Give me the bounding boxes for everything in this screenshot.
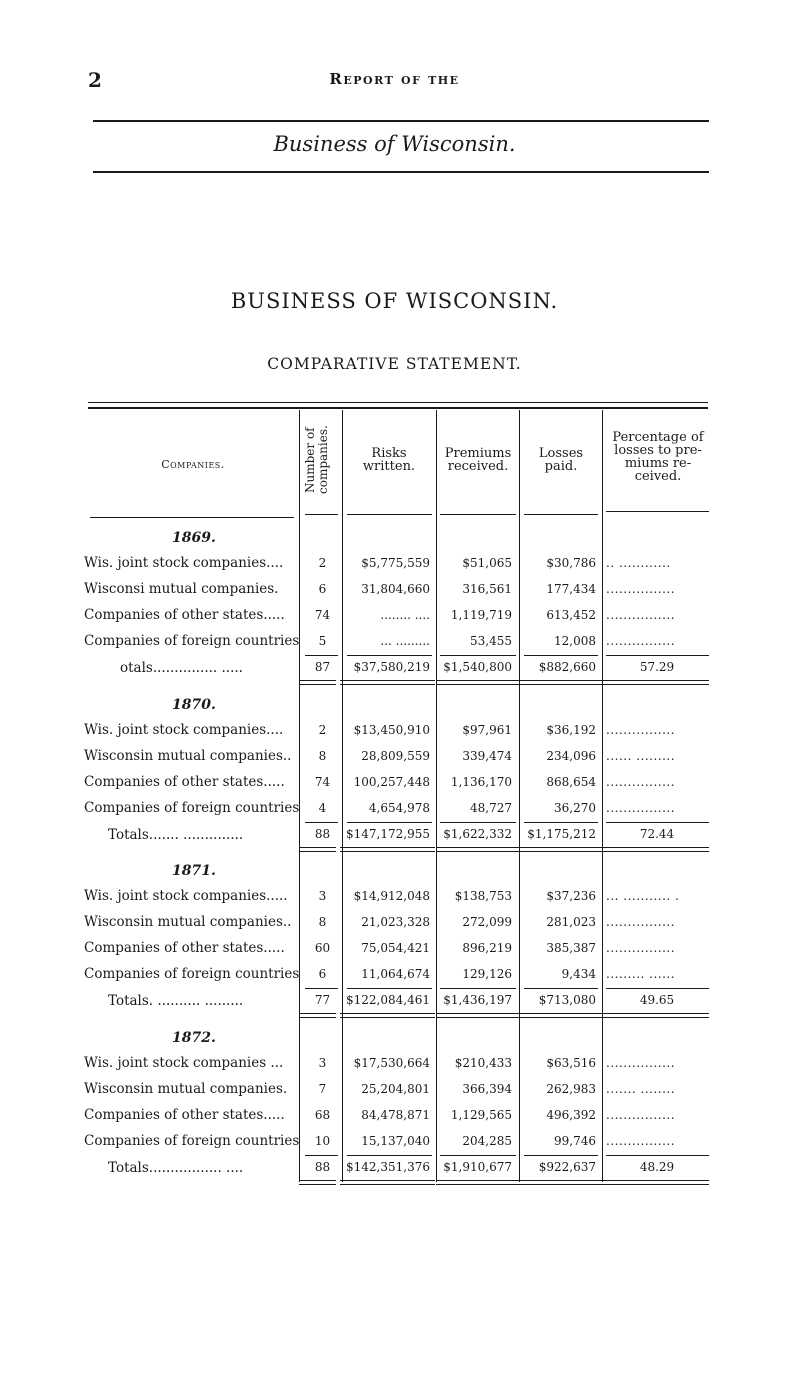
cell-premiums: 366,394 [462, 1082, 512, 1096]
cell-premiums: $51,065 [462, 556, 512, 570]
year-heading: 1870. [172, 697, 216, 713]
cell-number: 4 [318, 801, 327, 815]
cell-losses: 12,008 [554, 634, 596, 648]
cell-risks: 84,478,871 [361, 1108, 430, 1122]
cell-risks: 15,137,040 [361, 1134, 430, 1148]
cell-premiums: 896,219 [462, 941, 512, 955]
total-double-rule [340, 851, 435, 852]
cell-risks: ... ......... [380, 634, 430, 648]
cell-risks: 25,204,801 [361, 1082, 430, 1096]
row-label: Companies of foreign countries [84, 800, 300, 816]
total-rule [524, 988, 598, 989]
column-rule [602, 410, 603, 1182]
total-double-rule [602, 851, 709, 852]
header-losses: Losses paid. [538, 446, 584, 474]
cell-risks: 11,064,674 [361, 967, 430, 981]
cell-losses: 496,392 [546, 1108, 596, 1122]
cell-pct: ................ [606, 1108, 676, 1122]
cell-pct: ... ........... . [606, 889, 680, 903]
total-rule [347, 655, 432, 656]
header-bottom-rule [440, 514, 516, 515]
total-double-rule [519, 851, 602, 852]
row-label: Wis. joint stock companies ... [84, 1055, 284, 1071]
table-top-rule-heavy [88, 407, 708, 409]
cell-premiums: 316,561 [462, 582, 512, 596]
total-double-rule [436, 684, 519, 685]
cell-losses: 36,270 [554, 801, 596, 815]
cell-pct: ................ [606, 608, 676, 622]
total-premiums: $1,540,800 [443, 660, 512, 674]
cell-pct: ......... ...... [606, 967, 676, 981]
total-double-rule [340, 684, 435, 685]
cell-number: 68 [314, 1108, 331, 1122]
cell-number: 10 [314, 1134, 331, 1148]
total-rule [524, 822, 598, 823]
cell-premiums: 53,455 [470, 634, 512, 648]
cell-number: 6 [318, 582, 327, 596]
running-head [0, 70, 789, 88]
cell-pct: ................ [606, 941, 676, 955]
cell-losses: 613,452 [546, 608, 596, 622]
total-number: 88 [314, 1160, 331, 1174]
header-bottom-rule [90, 517, 294, 518]
total-double-rule [436, 847, 519, 848]
row-label: Companies of foreign countries [84, 1133, 300, 1149]
total-premiums: $1,910,677 [443, 1160, 512, 1174]
total-double-rule [436, 1013, 519, 1014]
cell-losses: $63,516 [546, 1056, 596, 1070]
cell-losses: 177,434 [546, 582, 596, 596]
running-head-text: Report of the [329, 70, 460, 88]
total-rule [305, 1155, 338, 1156]
cell-risks: 100,257,448 [353, 775, 430, 789]
cell-losses: $37,236 [546, 889, 596, 903]
year-heading: 1871. [172, 863, 216, 879]
total-double-rule [340, 847, 435, 848]
header-risks: Risks written. [362, 446, 416, 474]
cell-premiums: 204,285 [462, 1134, 512, 1148]
cell-losses: $30,786 [546, 556, 596, 570]
cell-losses: 234,096 [546, 749, 596, 763]
total-label: Totals....... .............. [108, 827, 244, 843]
total-double-rule [340, 1017, 435, 1018]
row-label: Wisconsin mutual companies. [84, 1081, 288, 1097]
total-rule [440, 822, 516, 823]
section-subhead: Business of Wisconsin. [273, 132, 516, 156]
total-double-rule [340, 680, 435, 681]
total-rule [347, 822, 432, 823]
cell-pct: ................ [606, 801, 676, 815]
cell-risks: 75,054,421 [361, 941, 430, 955]
total-risks: $147,172,955 [346, 827, 430, 841]
header-number: Number of companies. [303, 425, 330, 495]
cell-risks: $5,775,559 [361, 556, 430, 570]
cell-risks: 28,809,559 [361, 749, 430, 763]
row-label: Wisconsin mutual companies.. [84, 748, 292, 764]
cell-number: 3 [318, 889, 327, 903]
cell-number: 2 [318, 723, 327, 737]
total-double-rule [299, 1180, 336, 1181]
total-losses: $882,660 [538, 660, 596, 674]
cell-premiums: 129,126 [462, 967, 512, 981]
cell-pct: ................ [606, 634, 676, 648]
total-double-rule [299, 680, 336, 681]
total-risks: $142,351,376 [346, 1160, 430, 1174]
total-double-rule [602, 1180, 709, 1181]
cell-premiums: 1,119,719 [450, 608, 512, 622]
header-premiums: Premiums received. [444, 446, 512, 474]
cell-pct: ....... ........ [606, 1082, 676, 1096]
total-pct: 72.44 [639, 827, 675, 841]
row-label: Companies of other states..... [84, 1107, 285, 1123]
total-double-rule [519, 847, 602, 848]
total-number: 87 [314, 660, 331, 674]
cell-pct: .. ............ [606, 556, 671, 570]
column-rule [519, 410, 520, 1182]
row-label: Companies of other states..... [84, 607, 285, 623]
total-pct: 48.29 [639, 1160, 675, 1174]
cell-number: 5 [318, 634, 327, 648]
cell-premiums: 1,136,170 [450, 775, 512, 789]
cell-risks: 31,804,660 [361, 582, 430, 596]
total-double-rule [340, 1013, 435, 1014]
cell-premiums: 48,727 [470, 801, 512, 815]
cell-risks: $17,530,664 [353, 1056, 430, 1070]
cell-losses: 99,746 [554, 1134, 596, 1148]
cell-pct: ................ [606, 915, 676, 929]
cell-premiums: $210,433 [454, 1056, 512, 1070]
total-double-rule [340, 1180, 435, 1181]
row-label: Wis. joint stock companies..... [84, 888, 288, 904]
total-double-rule [519, 1184, 602, 1185]
cell-premiums: 272,099 [462, 915, 512, 929]
total-pct: 57.29 [639, 660, 675, 674]
cell-risks: $14,912,048 [353, 889, 430, 903]
total-label: otals............... ..... [120, 660, 243, 676]
total-double-rule [519, 684, 602, 685]
cell-risks: $13,450,910 [353, 723, 430, 737]
cell-number: 6 [318, 967, 327, 981]
cell-losses: 281,023 [546, 915, 596, 929]
cell-losses: 385,387 [546, 941, 596, 955]
row-label: Wis. joint stock companies.... [84, 722, 284, 738]
cell-premiums: 1,129,565 [450, 1108, 512, 1122]
total-number: 77 [314, 993, 331, 1007]
total-double-rule [436, 851, 519, 852]
total-rule [524, 1155, 598, 1156]
total-number: 88 [314, 827, 331, 841]
cell-pct: ................ [606, 1056, 676, 1070]
total-risks: $37,580,219 [353, 660, 430, 674]
total-rule [347, 1155, 432, 1156]
total-rule [440, 988, 516, 989]
total-double-rule [340, 1184, 435, 1185]
cell-number: 8 [318, 915, 327, 929]
total-double-rule [519, 1017, 602, 1018]
total-double-rule [519, 680, 602, 681]
total-rule [524, 655, 598, 656]
row-label: Wisconsin mutual companies.. [84, 914, 292, 930]
total-double-rule [519, 1180, 602, 1181]
row-label: Wis. joint stock companies.... [84, 555, 284, 571]
header-bottom-rule [347, 514, 432, 515]
row-label: Companies of other states..... [84, 774, 285, 790]
cell-number: 74 [314, 608, 331, 622]
total-double-rule [436, 1184, 519, 1185]
cell-number: 3 [318, 1056, 327, 1070]
header-percentage: Percentage of losses to pre- miums re- ceived. [612, 430, 704, 484]
row-label: Wisconsi mutual companies. [84, 581, 279, 597]
cell-premiums: $138,753 [454, 889, 512, 903]
cell-risks: ........ .... [380, 608, 430, 622]
total-rule [347, 988, 432, 989]
total-label: Totals................. .... [108, 1160, 244, 1176]
page-title: BUSINESS OF WISCONSIN. [230, 289, 559, 313]
row-label: Companies of foreign countries [84, 966, 300, 982]
total-double-rule [299, 1017, 336, 1018]
total-double-rule [299, 1184, 336, 1185]
total-double-rule [436, 1180, 519, 1181]
cell-losses: 9,434 [561, 967, 596, 981]
cell-pct: ................ [606, 775, 676, 789]
total-double-rule [519, 1013, 602, 1014]
table-top-rule [88, 402, 708, 403]
total-rule [606, 988, 709, 989]
total-double-rule [602, 1017, 709, 1018]
year-heading: 1872. [172, 1030, 216, 1046]
cell-losses: 868,654 [546, 775, 596, 789]
cell-number: 7 [318, 1082, 327, 1096]
header-rule-top [93, 120, 709, 122]
total-rule [440, 655, 516, 656]
total-rule [606, 822, 709, 823]
cell-pct: ...... ......... [606, 749, 676, 763]
cell-pct: ................ [606, 1134, 676, 1148]
total-rule [305, 822, 338, 823]
total-double-rule [299, 851, 336, 852]
total-rule [440, 1155, 516, 1156]
total-pct: 49.65 [639, 993, 675, 1007]
total-rule [305, 988, 338, 989]
header-bottom-rule [524, 514, 598, 515]
total-double-rule [602, 680, 709, 681]
total-losses: $1,175,212 [527, 827, 596, 841]
row-label: Companies of other states..... [84, 940, 285, 956]
cell-number: 8 [318, 749, 327, 763]
total-double-rule [436, 680, 519, 681]
total-label: Totals. .......... ......... [108, 993, 244, 1009]
total-rule [305, 655, 338, 656]
cell-risks: 4,654,978 [368, 801, 430, 815]
year-heading: 1869. [172, 530, 216, 546]
total-double-rule [436, 1017, 519, 1018]
total-losses: $922,637 [538, 1160, 596, 1174]
header-bottom-rule [606, 511, 709, 512]
total-double-rule [299, 1013, 336, 1014]
header-companies: Companies. [161, 458, 225, 471]
total-risks: $122,084,461 [346, 993, 430, 1007]
total-losses: $713,080 [538, 993, 596, 1007]
total-double-rule [602, 847, 709, 848]
header-bottom-rule [305, 514, 338, 515]
total-premiums: $1,436,197 [443, 993, 512, 1007]
cell-premiums: 339,474 [462, 749, 512, 763]
cell-premiums: $97,961 [462, 723, 512, 737]
cell-risks: 21,023,328 [361, 915, 430, 929]
total-rule [606, 655, 709, 656]
cell-number: 2 [318, 556, 327, 570]
cell-pct: ................ [606, 582, 676, 596]
page-subtitle: COMPARATIVE STATEMENT. [267, 355, 522, 373]
header-rule-bottom [93, 171, 709, 173]
total-double-rule [602, 1013, 709, 1014]
cell-number: 60 [314, 941, 331, 955]
cell-pct: ................ [606, 723, 676, 737]
total-double-rule [299, 684, 336, 685]
total-premiums: $1,622,332 [443, 827, 512, 841]
total-double-rule [299, 847, 336, 848]
cell-number: 74 [314, 775, 331, 789]
cell-losses: $36,192 [546, 723, 596, 737]
page-number: 2 [88, 68, 102, 92]
cell-losses: 262,983 [546, 1082, 596, 1096]
total-double-rule [602, 684, 709, 685]
total-rule [606, 1155, 709, 1156]
row-label: Companies of foreign countries [84, 633, 300, 649]
total-double-rule [602, 1184, 709, 1185]
